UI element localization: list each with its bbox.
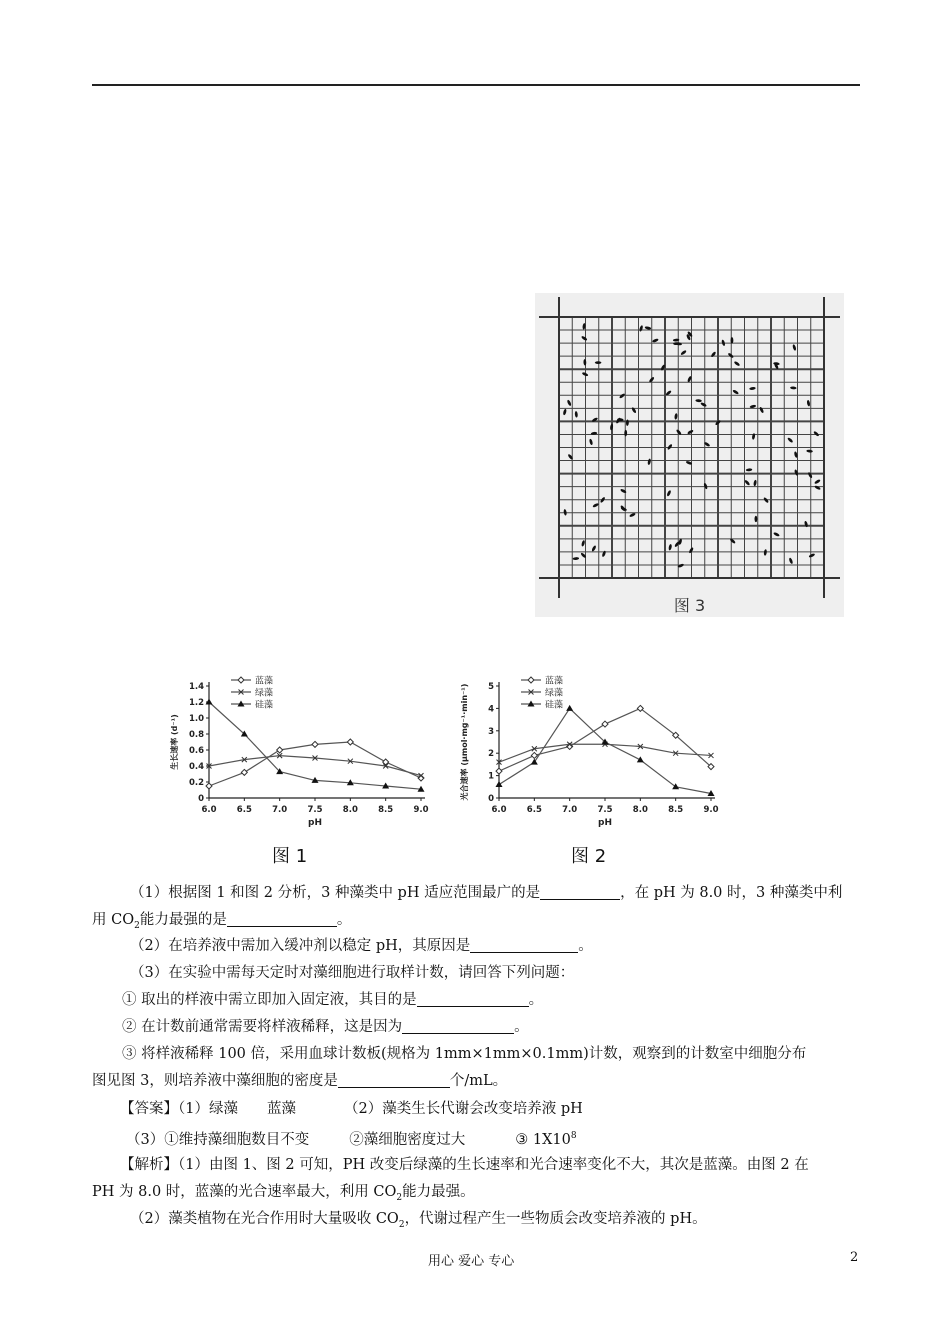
fig1-y-tick-label: 0.2 — [188, 778, 204, 788]
algae-cell — [746, 468, 753, 471]
algae-cell — [595, 361, 601, 364]
algae-cell — [652, 338, 659, 343]
algae-cell — [700, 402, 707, 407]
answer-1: （1）绿藻 蓝藻 — [178, 1101, 296, 1117]
algae-cell — [573, 557, 580, 560]
algae-cell — [703, 483, 708, 490]
q1-subscript: 2 — [134, 920, 140, 931]
page-number: 2 — [850, 1250, 859, 1265]
algae-cell — [808, 553, 815, 558]
q2-text-a: （2）在培养液中需加入缓冲剂以稳定 pH，其原因是 — [130, 938, 471, 954]
analysis-text-2b: 能力最强。 — [402, 1184, 475, 1200]
q3-1-text-a: ① 取出的样液中需立即加入固定液，其目的是 — [122, 992, 417, 1008]
q3-2-blank[interactable] — [402, 1017, 514, 1034]
figure-1-caption: 图 1 — [272, 846, 308, 867]
analysis-line-3 — [92, 1207, 900, 1237]
algae-cell — [792, 344, 797, 351]
q2-text-b: 。 — [578, 938, 593, 954]
algae-cell — [674, 413, 678, 420]
fig1-x-tick-label: 9.0 — [413, 805, 429, 815]
q3-2-text-b: 。 — [514, 1019, 529, 1035]
analysis-subscript-2: 2 — [398, 1219, 405, 1230]
analysis-line-2 — [92, 1180, 862, 1210]
analysis-line-1 — [92, 1153, 890, 1177]
q3-1-blank[interactable] — [417, 990, 529, 1007]
fig1-x-tick-label: 8.0 — [342, 805, 358, 815]
algae-cell — [575, 411, 578, 418]
fig2-y-tick-label: 2 — [488, 749, 494, 760]
fig1-legend-label: 绿藻 — [255, 688, 274, 699]
fig1-x-axis-label: pH — [308, 818, 322, 828]
q1-text-c: 用 CO — [92, 912, 135, 928]
algae-cell — [755, 516, 758, 522]
algae-cell — [620, 488, 627, 493]
analysis-text-1: （1）由图 1、图 2 可知，PH 改变后绿藻的生长速率和光合速率变化不大，其次是蓝藻。由图 2 在 — [178, 1157, 809, 1173]
answer-superscript: 8 — [570, 1131, 577, 1141]
q2-blank[interactable] — [470, 936, 578, 953]
algae-cell — [592, 503, 599, 508]
fig1-x-tick-label: 6.0 — [201, 805, 217, 815]
fig1-y-tick-label: 0.8 — [188, 730, 204, 740]
fig2-x-tick-label: 7.0 — [562, 805, 578, 815]
q1-text-d: 能力最强的是 — [139, 912, 227, 928]
fig1-legend-label: 蓝藻 — [255, 676, 274, 687]
answer-line-1 — [92, 1097, 890, 1121]
algae-cell — [589, 438, 593, 445]
algae-cell — [813, 431, 820, 437]
algae-cell — [563, 409, 567, 416]
q1-text-e: 。 — [336, 912, 352, 928]
fig2-point-s2-4 — [637, 756, 644, 762]
q1-text-b: ，在 pH 为 8.0 时，3 种藻类中利 — [620, 885, 843, 901]
algae-cell — [695, 399, 702, 402]
fig2-point-s0-0 — [496, 768, 502, 774]
analysis-subscript-1: 2 — [396, 1192, 403, 1203]
chart-figure-1 — [165, 672, 430, 834]
algae-cell — [619, 393, 626, 399]
fig2-y-tick-label: 4 — [488, 704, 494, 715]
fig1-y-tick-label: 1.2 — [188, 698, 204, 708]
fig2-x-tick-label: 9.0 — [703, 805, 719, 815]
fig2-y-axis-label: 光合速率 (μmol·mg⁻¹·min⁻¹) — [460, 683, 469, 801]
fig2-x-axis-label: pH — [598, 818, 612, 828]
analysis-label: 【解析】 — [120, 1157, 178, 1173]
q3-3-blank[interactable] — [338, 1071, 450, 1088]
fig2-y-tick-label: 5 — [488, 682, 494, 692]
hemocytometer-grid — [535, 293, 844, 617]
algae-cell — [814, 479, 821, 485]
fig2-x-tick-label: 8.5 — [668, 805, 684, 815]
algae-cell — [759, 406, 764, 413]
algae-cell — [581, 335, 588, 341]
algae-cell — [806, 400, 810, 407]
fig2-y-tick-label: 3 — [488, 726, 494, 737]
question-1-line-1 — [92, 881, 900, 905]
question-3: （3）在实验中需每天定时对藻细胞进行取样计数，请回答下列问题： — [130, 965, 575, 981]
algae-cell — [581, 540, 585, 547]
fig2-point-s2-1 — [531, 759, 538, 765]
q1-blank-1[interactable] — [540, 883, 620, 900]
algae-cell — [764, 549, 768, 556]
q1-text-a: （1）根据图 1 和图 2 分析，3 种藻类中 pH 适应范围最广的是 — [130, 885, 541, 901]
header-rule — [92, 84, 860, 86]
question-3-2 — [92, 1015, 892, 1039]
q3-3-text-b: 图见图 3，则培养液中藻细胞的密度是 — [92, 1073, 338, 1089]
algae-cell — [624, 430, 627, 436]
figure-2-caption: 图 2 — [571, 846, 607, 867]
figure-3-caption: 图 3 — [673, 596, 706, 615]
fig2-x-tick-label: 7.5 — [597, 805, 613, 815]
answer-2: （2）藻类生长代谢会改变培养液 pH — [343, 1101, 583, 1117]
q3-3-text-a: ③ 将样液稀释 100 倍，采用血球计数板(规格为 1mm×1mm×0.1mm)计数，观察到的计数室中细胞分布 — [122, 1046, 807, 1062]
fig2-point-s0-1 — [531, 752, 537, 758]
algae-cell — [788, 557, 793, 564]
question-3-1 — [92, 988, 892, 1012]
algae-cell — [753, 480, 757, 487]
fig2-x-tick-label: 8.0 — [632, 805, 648, 815]
answer-3-3: ③ 1X10 — [515, 1131, 571, 1148]
fig1-y-tick-label: 0 — [198, 794, 204, 804]
question-3-3-line-1 — [92, 1042, 892, 1066]
fig1-y-tick-label: 1.0 — [188, 714, 204, 724]
question-2 — [92, 934, 900, 958]
answer-line-2 — [92, 1124, 896, 1152]
fig1-point-s0-0 — [206, 783, 212, 789]
fig2-y-tick-label: 0 — [488, 794, 494, 804]
fig1-point-s0-3 — [312, 741, 318, 747]
fig2-point-s2-2 — [566, 705, 573, 711]
algae-cell — [744, 479, 750, 486]
answer-label: 【答案】 — [120, 1101, 178, 1117]
algae-cell — [734, 361, 741, 367]
figure-3-hemocytometer — [535, 293, 844, 617]
answer-3-1: （3）①维持藻细胞数目不变 — [126, 1131, 310, 1148]
fig1-y-tick-label: 0.4 — [188, 762, 204, 772]
fig1-point-s0-2 — [277, 747, 283, 753]
algae-cell — [710, 351, 716, 358]
fig1-point-s0-4 — [347, 739, 353, 745]
fig2-x-tick-label: 6.0 — [491, 805, 507, 815]
algae-cell — [563, 509, 567, 516]
algae-cell — [639, 325, 644, 332]
fig1-x-tick-label: 6.5 — [236, 805, 252, 815]
answer-3-2: ②藻细胞密度过大 — [349, 1131, 466, 1148]
fig2-point-s0-3 — [602, 721, 608, 727]
algae-cell — [567, 399, 572, 406]
fig1-point-s0-1 — [241, 769, 247, 775]
analysis-text-3a: （2）藻类植物在光合作用时大量吸收 CO — [130, 1211, 399, 1227]
fig2-legend-label: 蓝藻 — [545, 676, 564, 687]
algae-cell — [731, 337, 734, 343]
algae-cell — [749, 387, 756, 391]
fig1-x-tick-label: 8.5 — [378, 805, 394, 815]
algae-cell — [668, 544, 672, 551]
algae-cell — [667, 444, 673, 451]
algae-cell — [787, 437, 794, 443]
algae-cell — [773, 532, 780, 537]
question-3-3-line-2 — [92, 1069, 862, 1093]
analysis-text-2a: PH 为 8.0 时，蓝藻的光合速率最大，利用 CO — [92, 1184, 397, 1200]
algae-cell — [666, 490, 671, 497]
fig1-x-tick-label: 7.0 — [272, 805, 288, 815]
fig2-point-s2-0 — [496, 781, 503, 787]
algae-cell — [680, 350, 687, 356]
chart-figure-2 — [455, 672, 720, 834]
fig2-legend-label: 硅藻 — [545, 700, 564, 711]
q3-3-text-c: 个/mL。 — [449, 1073, 508, 1089]
fig2-y-tick-label: 1 — [488, 771, 494, 782]
fig2-legend-marker — [528, 677, 534, 683]
q3-2-text-a: ② 在计数前通常需要将样液稀释，这是因为 — [122, 1019, 403, 1035]
algae-cell — [631, 407, 637, 414]
footer-center-text: 用心 爱心 专心 — [428, 1254, 515, 1269]
algae-cell — [732, 389, 739, 395]
fig1-legend-marker — [238, 677, 244, 683]
fig2-legend-label: 绿藻 — [545, 688, 564, 699]
fig1-legend-label: 硅藻 — [255, 700, 274, 711]
algae-cell — [806, 449, 813, 452]
algae-cell — [790, 386, 797, 389]
analysis-text-3b: ，代谢过程产生一些物质会改变培养液的 pH。 — [404, 1211, 707, 1227]
fig2-x-tick-label: 6.5 — [526, 805, 542, 815]
algae-cell — [601, 550, 606, 557]
fig1-y-axis-label: 生长速率 (d⁻¹) — [170, 714, 179, 770]
algae-cell — [645, 326, 652, 330]
fig2-series-line-1 — [499, 744, 711, 762]
fig1-y-tick-label: 1.4 — [188, 682, 204, 692]
fig1-y-tick-label: 0.6 — [188, 746, 204, 756]
algae-cell — [647, 458, 651, 465]
fig1-x-tick-label: 7.5 — [307, 805, 323, 815]
algae-cell — [814, 485, 821, 490]
algae-cell — [591, 545, 597, 552]
q3-1-text-b: 。 — [528, 992, 544, 1008]
q1-blank-2[interactable] — [227, 910, 337, 927]
